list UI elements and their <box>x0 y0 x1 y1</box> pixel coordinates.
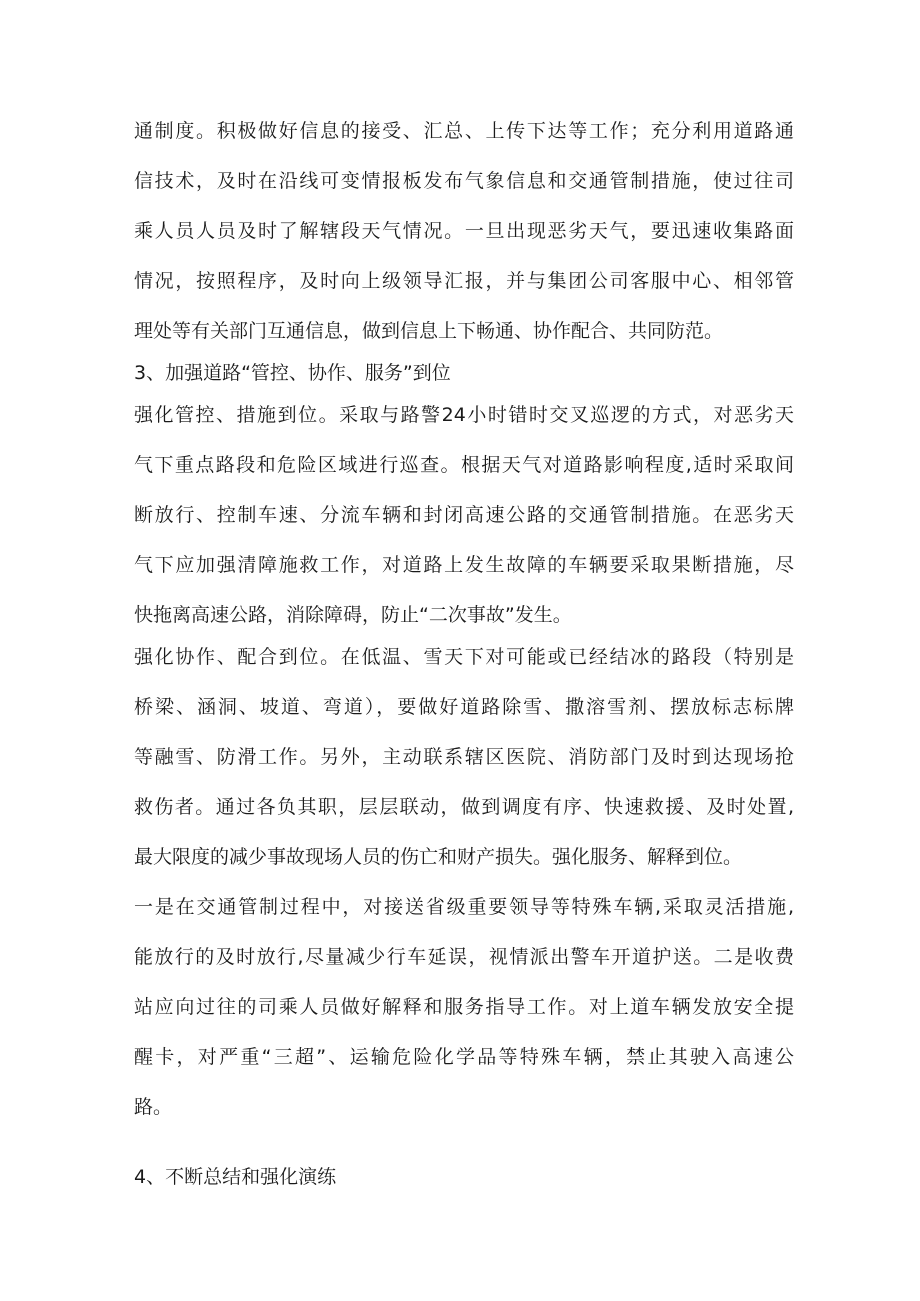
paragraph-line: 气下重点路段和危险区域进行巡查。根据天气对道路影响程度,适时采取间 <box>134 454 794 476</box>
paragraph-line: 站应向过往的司乘人员做好解释和服务指导工作。对上道车辆发放安全提 <box>134 996 794 1018</box>
paragraph-line: 能放行的及时放行,尽量减少行车延误，视情派出警车开道护送。二是收费 <box>134 946 794 968</box>
paragraph-line: 最大限度的减少事故现场人员的伤亡和财产损失。强化服务、解释到位。 <box>134 846 743 868</box>
paragraph-line: 强化管控、措施到位。采取与路警24小时错时交叉巡逻的方式，对恶劣天 <box>134 404 794 426</box>
paragraph-line: 理处等有关部门互通信息，做到信息上下畅通、协作配合、共同防范。 <box>134 320 724 342</box>
paragraph-line: 情况，按照程序，及时向上级领导汇报，并与集团公司客服中心、相邻管 <box>134 270 794 292</box>
section-heading: 4、不断总结和强化演练 <box>134 1166 337 1188</box>
paragraph-line: 通制度。积极做好信息的接受、汇总、上传下达等工作；充分利用道路通 <box>134 120 794 142</box>
paragraph-line: 信技术，及时在沿线可变情报板发布气象信息和交通管制措施，使过往司 <box>134 170 794 192</box>
document-body <box>134 111 794 1207</box>
paragraph-line: 一是在交通管制过程中，对接送省级重要领导等特殊车辆,采取灵活措施, <box>134 896 794 918</box>
section-heading: 3、加强道路“管控、协作、服务”到位 <box>134 362 451 384</box>
paragraph-line: 乘人员人员及时了解辖段天气情况。一旦出现恶劣天气，要迅速收集路面 <box>134 220 794 242</box>
paragraph-line: 等融雪、防滑工作。另外，主动联系辖区医院、消防部门及时到达现场抢 <box>134 746 794 768</box>
paragraph-line: 路。 <box>134 1096 173 1118</box>
paragraph-line: 气下应加强清障施救工作，对道路上发生故障的车辆要采取果断措施，尽 <box>134 554 794 576</box>
paragraph-line: 醒卡，对严重“三超”、运输危险化学品等特殊车辆，禁止其驶入高速公 <box>134 1046 794 1068</box>
paragraph-line: 快拖离高速公路，消除障碍，防止“二次事故”发生。 <box>134 604 572 626</box>
paragraph-line: 断放行、控制车速、分流车辆和封闭高速公路的交通管制措施。在恶劣天 <box>134 504 794 526</box>
paragraph-line: 救伤者。通过各负其职，层层联动，做到调度有序、快速救援、及时处置, <box>134 796 794 818</box>
paragraph-line: 强化协作、配合到位。在低温、雪天下对可能或已经结冰的路段（特别是 <box>134 646 794 668</box>
paragraph-line: 桥梁、涵洞、坡道、弯道），要做好道路除雪、撒溶雪剂、摆放标志标牌 <box>134 696 794 718</box>
